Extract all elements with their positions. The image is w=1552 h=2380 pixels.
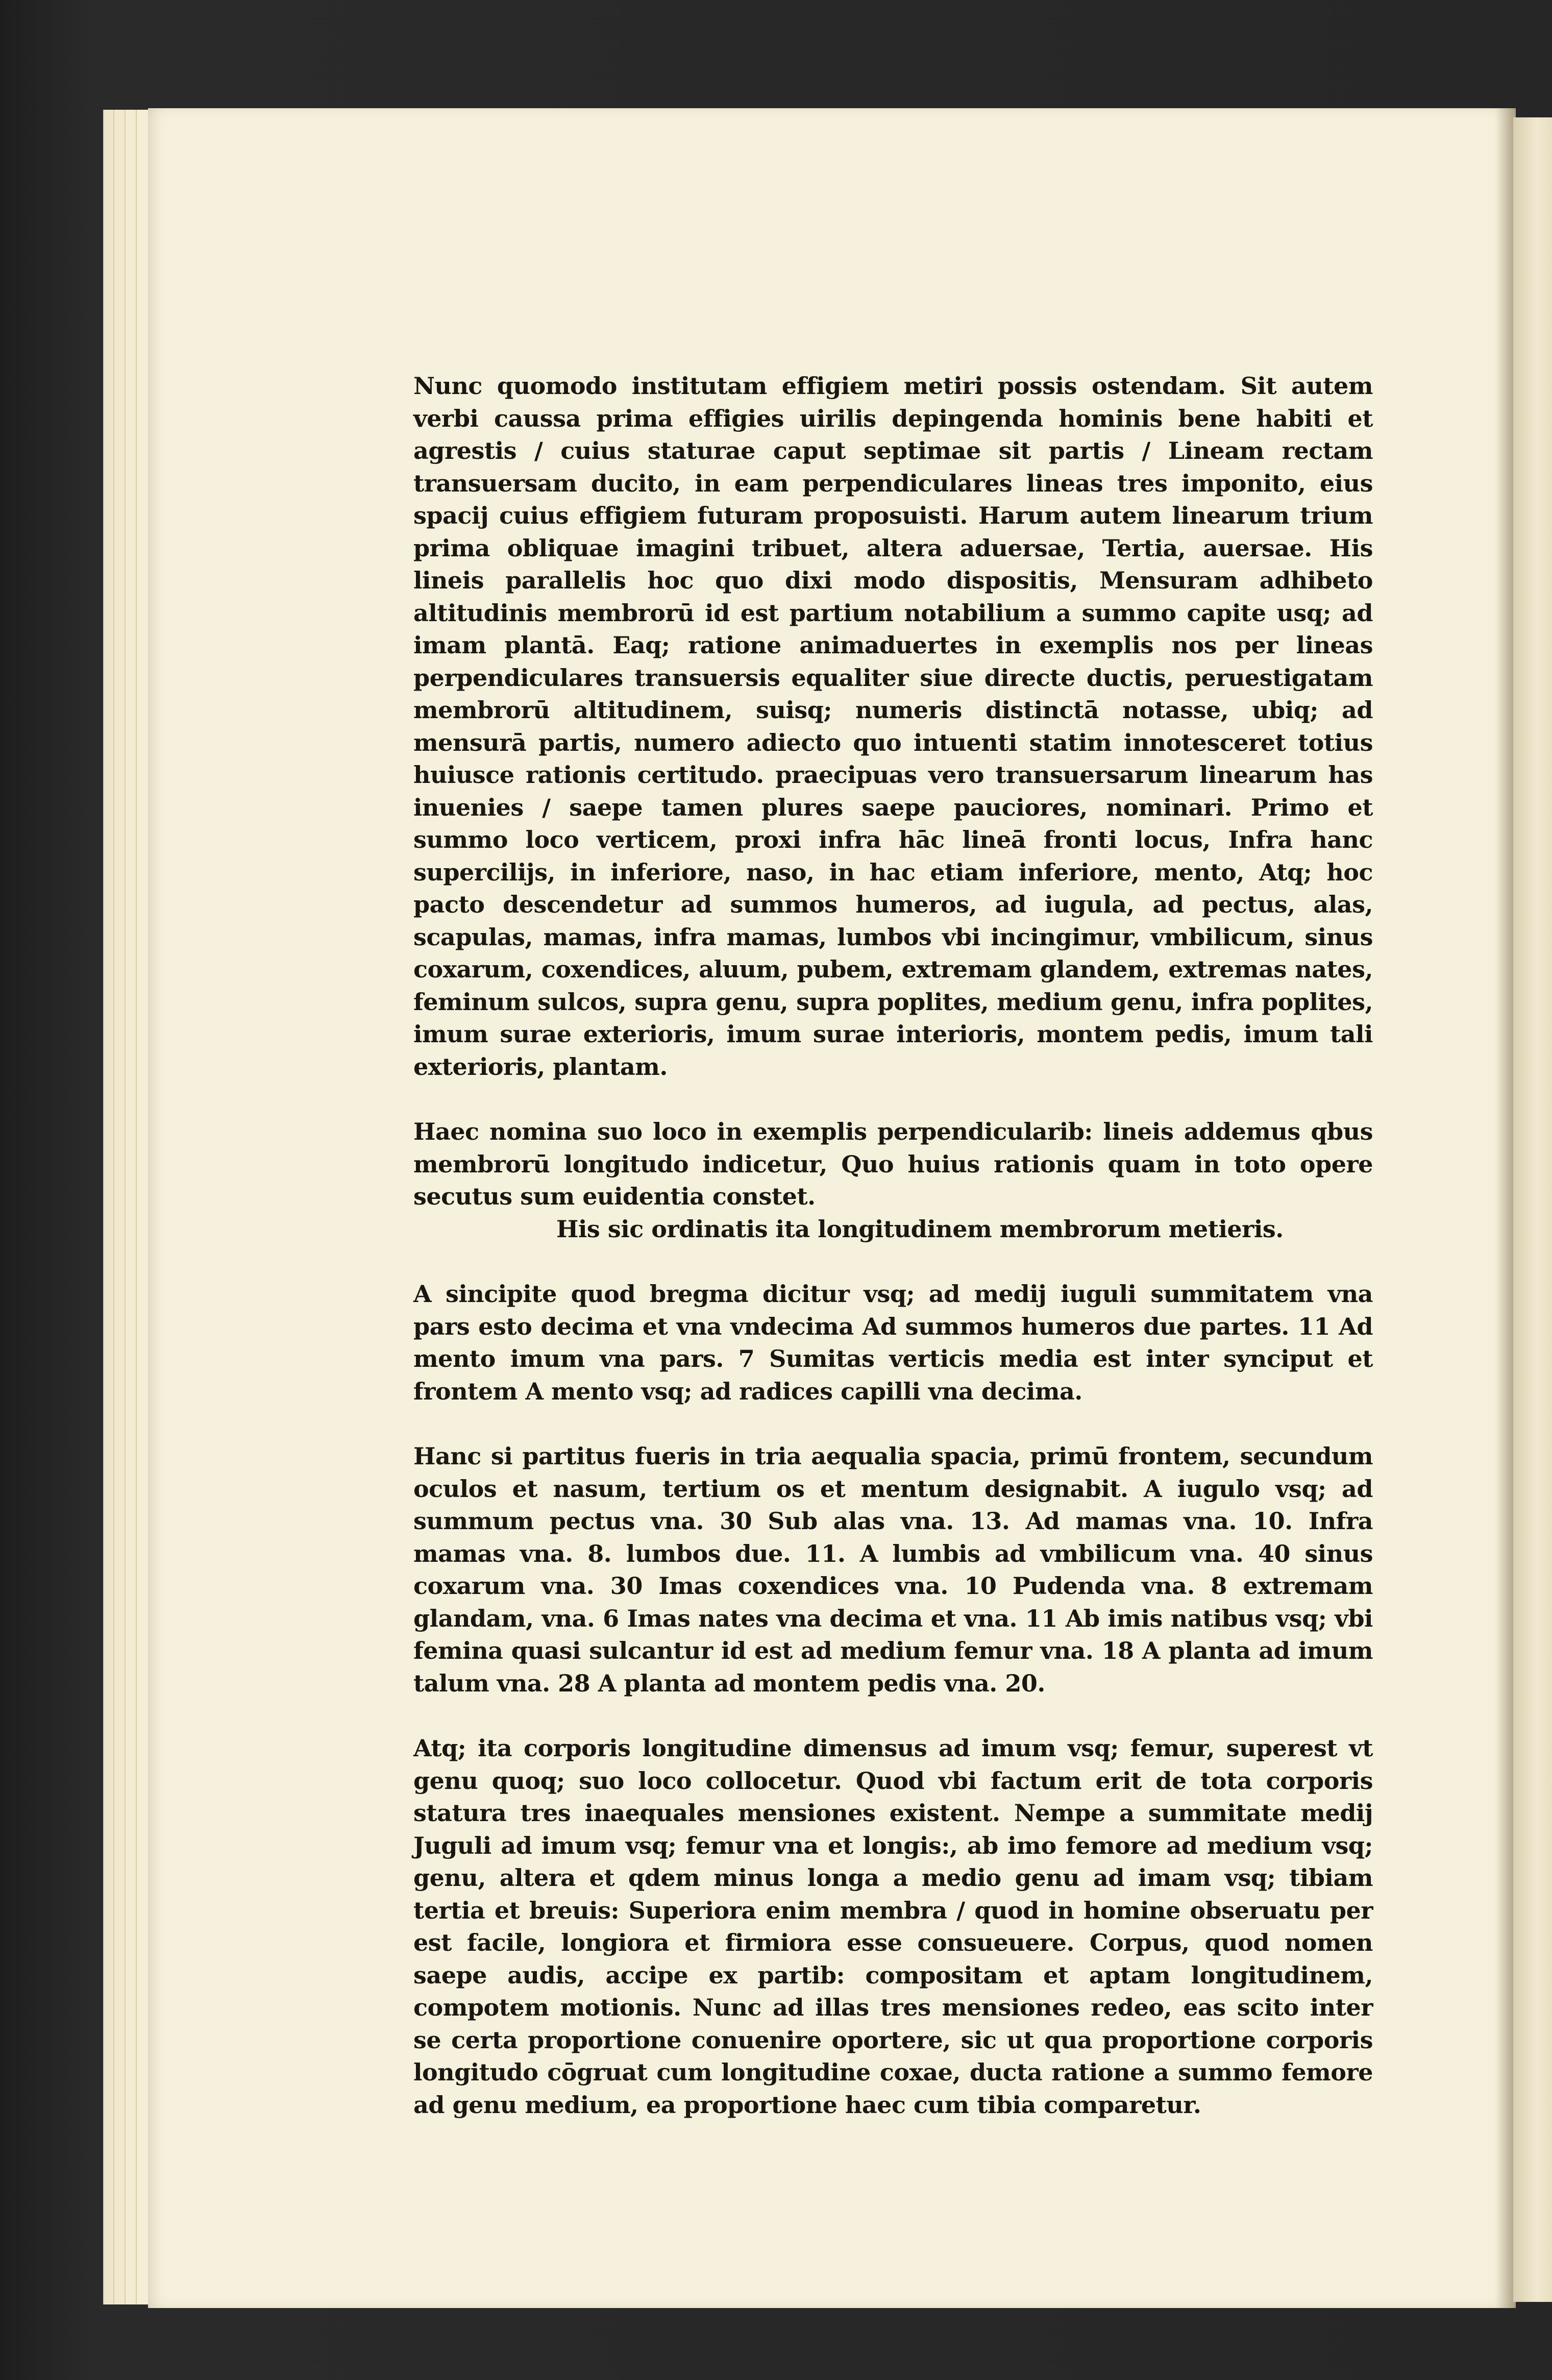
gutter-shadow [1495,108,1516,2308]
paragraph-4: Hanc si partitus fueris in tria aequalia spacia, primū frontem, secundum oculos et nasum, tertium os et mentum designabit. A iugulo vsq; ad summum pectus vna. 30 Sub alas vna. 13. Ad mamas vna. 10. Infra mamas vna. 8. lumbos due. 11. A lumbis ad vmbilicum vna. 40 sinus coxarum vna. 30 Imas coxendices vna. 10 Pudenda vna. 8 extremam glandam, vna. 6 Imas nates vna decima et vna. 11 Ab imis natibus vsq; vbi femina quasi sulcantur id est ad medium femur vna. 18 A planta ad imum talum vna. 28 A planta ad montem pedis vna. 20. [413,1442,1373,1697]
page-text [413,370,1373,2121]
facing-page-edge [1513,117,1552,2302]
paragraph-2: Haec nomina suo loco in exemplis perpendicularib: lineis addemus qbus membrorū longitudo indicetur, Quo huius rationis quam in toto opere secutus sum euidentia constet. [413,1118,1373,1210]
paragraph-1: Nunc quomodo institutam effigiem metiri possis ostendam. Sit autem verbi caussa prima effigies uirilis depingenda hominis bene habiti et agrestis / cuius staturae caput septimae sit partis / Lineam rectam transuersam ducito, in eam perpendiculares lineas tres imponito, eius spacij cuius effigiem futuram proposuisti. Harum autem linearum trium prima obliquae imagini tribuet, altera aduersae, Tertia, auersae. His lineis parallelis hoc quo dixi modo dispositis, Mensuram adhibeto altitudinis membrorū id est partium notabilium a summo capite usq; ad imam plantā. Eaq; ratione animaduertes in exemplis nos per lineas perpendiculares transuersis equaliter siue directe ductis, peruestigatam membrorū altitudinem, suisq; numeris distinctā notasse, ubiq; ad mensurā partis, numero adiecto quo intuenti statim innotesceret totius huiusce rationis certitudo. praecipuas vero transuersarum linearum has inuenies / saepe tamen plures saepe pauciores, nominari. Primo et summo loco verticem, proxi infra hāc lineā fronti locus, Infra hanc supercilijs, in inferiore, naso, in hac etiam inferiore, mento, Atq; hoc pacto descendetur ad summos humeros, ad iugula, ad pectus, alas, scapulas, mamas, infra mamas, lumbos vbi incingimur, vmbilicum, sinus coxarum, coxendices, aluum, pubem, extremam glandem, extremas nates, feminum sulcos, supra genu, supra poplites, medium genu, infra poplites, imum surae exterioris, imum surae interioris, montem pedis, imum tali exterioris, plantam. [413,372,1373,1081]
subheading: His sic ordinatis ita longitudinem membrorum metieris. [556,1215,1284,1243]
paragraph-5: Atq; ita corporis longitudine dimensus ad imum vsq; femur, superest vt genu quoq; suo loco collocetur. Quod vbi factum erit de tota corporis statura tres inaequales mensiones existent. Nempe a summitate medij Juguli ad imum vsq; femur vna et longis:, ab imo femore ad medium vsq; genu, altera et qdem minus longa a medio genu ad imam vsq; tibiam tertia et breuis: Superiora enim membra / quod in homine obseruatu per est facile, longiora et firmiora esse consueuere. Corpus, quod nomen saepe audis, accipe ex partib: compositam et aptam longitudinem, compotem motionis. Nunc ad illas tres mensiones redeo, eas scito inter se certa proportione conuenire oportere, sic ut qua proportione corporis longitudo cōgruat cum longitudine coxae, ducta ratione a summo femore ad genu medium, ea proportione haec cum tibia comparetur. [413,1734,1373,2119]
paragraph-3: A sincipite quod bregma dicitur vsq; ad medij iuguli summitatem vna pars esto decima et vna vndecima Ad summos humeros due partes. 11 Ad mento imum vna pars. 7 Sumitas verticis media est inter synciput et frontem A mento vsq; ad radices capilli vna decima. [413,1280,1373,1405]
